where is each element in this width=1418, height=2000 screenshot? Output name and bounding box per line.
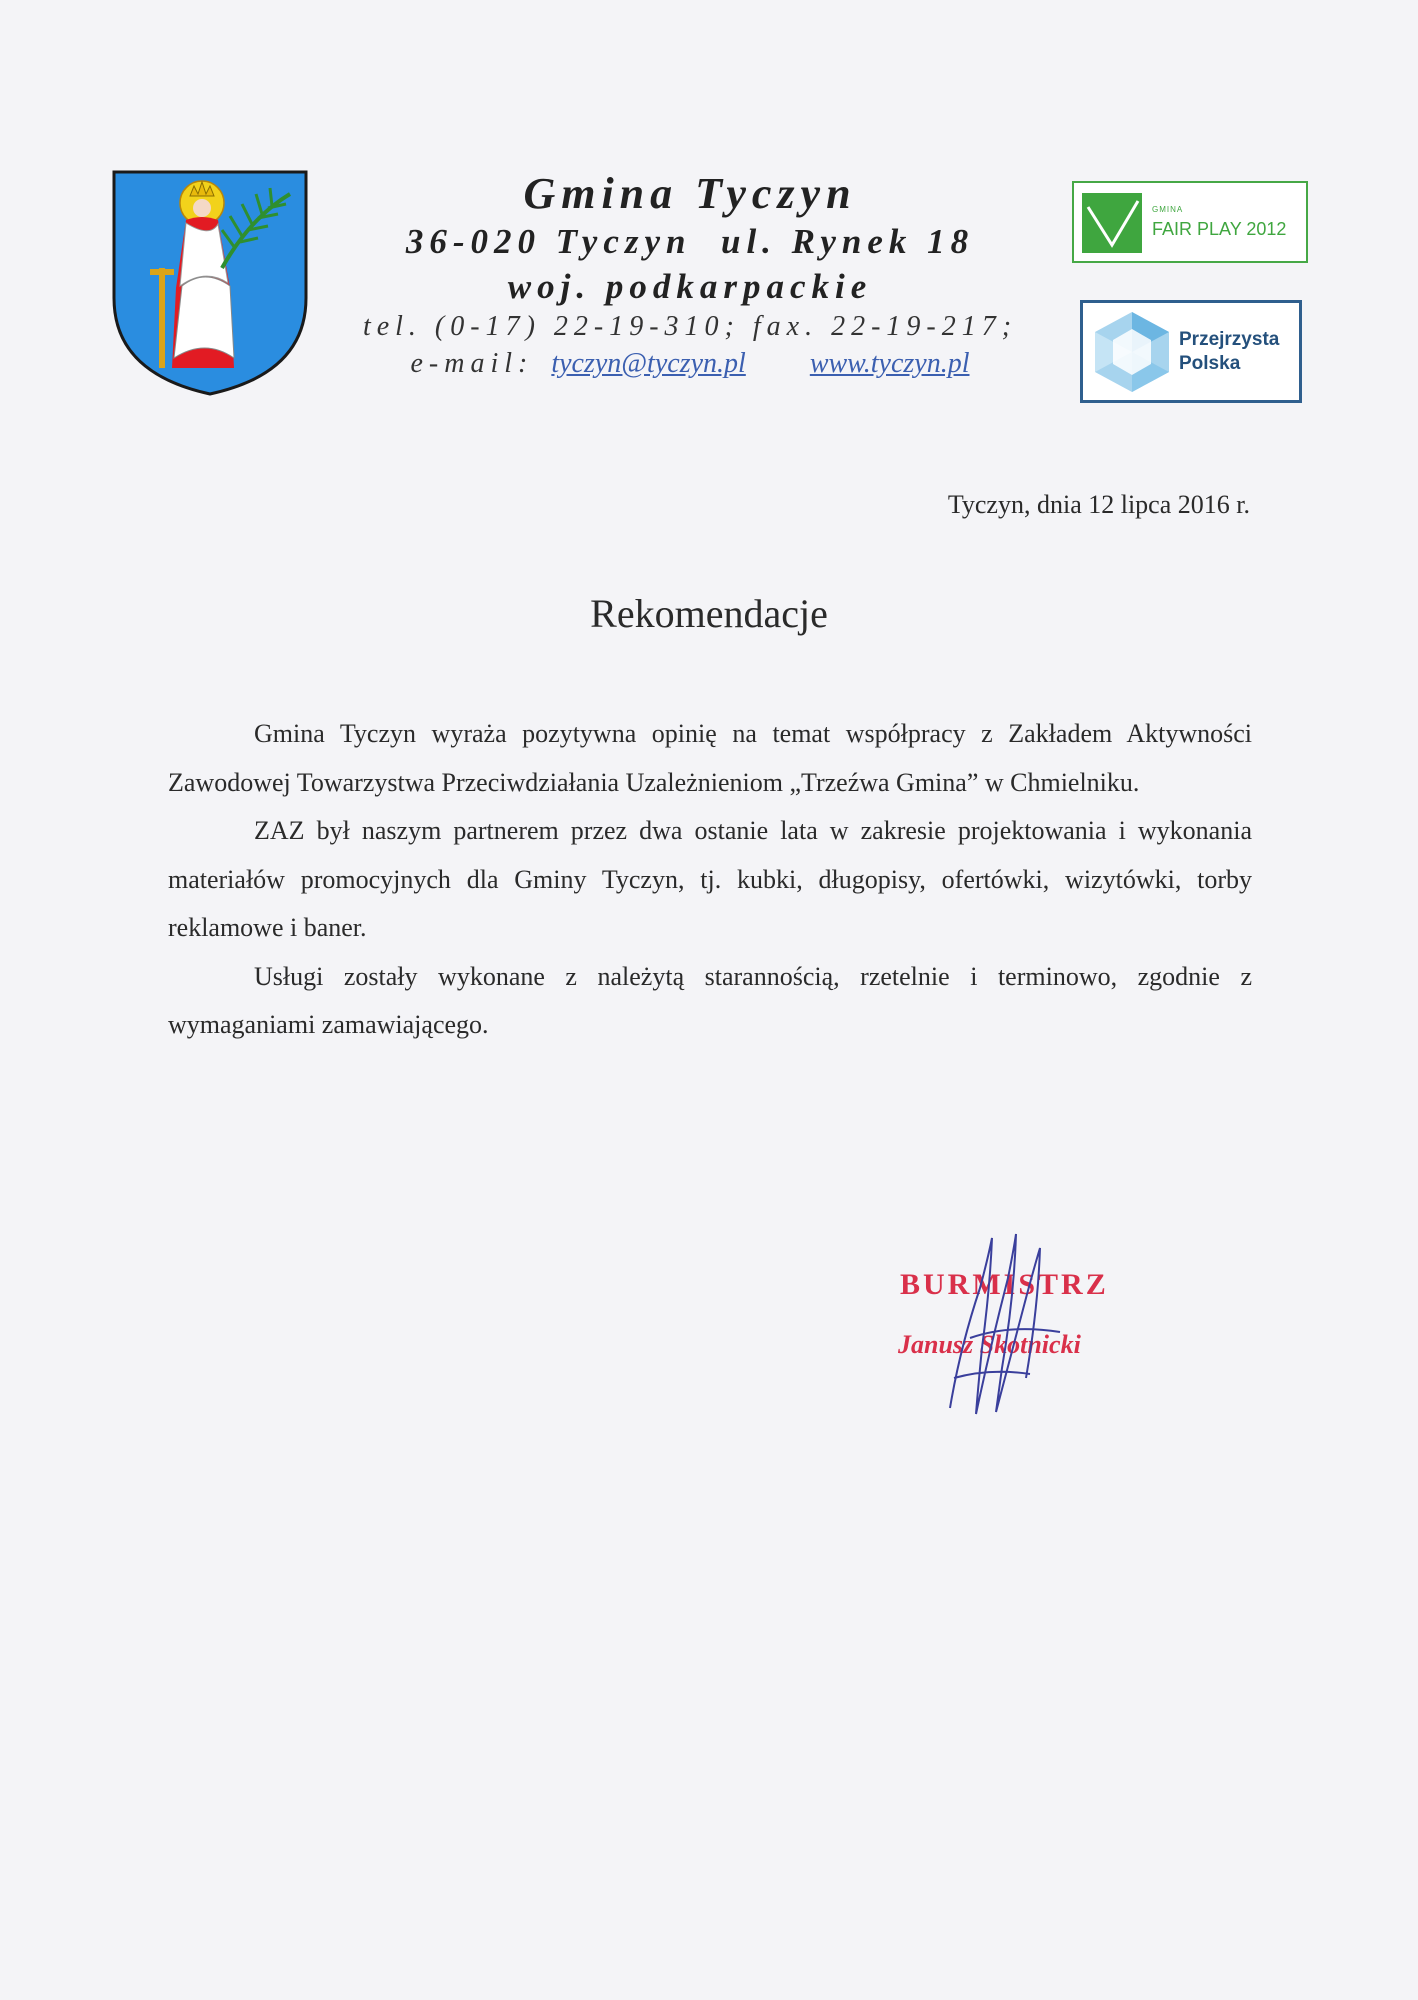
letterhead-region: woj. podkarpackie <box>507 267 873 306</box>
fair-play-badge <box>1072 181 1308 263</box>
email-link[interactable]: tyczyn@tyczyn.pl <box>551 348 746 379</box>
signature-icon <box>930 1228 1080 1418</box>
document-body <box>168 710 1252 1050</box>
przejrzysta-polska-badge <box>1080 300 1302 403</box>
polska-label: Polska <box>1179 353 1241 374</box>
body-paragraph: ZAZ był naszym partnerem przez dwa ostanie lata w zakresie projektowania i wykonania materiałów promocyjnych dla Gminy Tyczyn, tj. kubki, długopisy, ofertówki, wizytówki, torby reklamowe i baner. <box>168 816 1252 942</box>
hexagon-logo-icon <box>1089 309 1175 395</box>
checkmark-icon <box>1082 193 1142 253</box>
stamp-name: Janusz Skotnicki <box>898 1330 1081 1359</box>
coat-of-arms-icon <box>110 168 310 398</box>
przejrzysta-label: Przejrzysta <box>1179 329 1280 350</box>
stamp-title: BURMISTRZ <box>900 1268 1109 1301</box>
email-label: e-mail: <box>410 348 534 379</box>
letterhead-address: 36-020 Tyczyn ul. Rynek 18 <box>405 222 975 261</box>
letterhead-phone-fax: tel. (0-17) 22-19-310; fax. 22-19-217; <box>362 311 1018 342</box>
document-heading: Rekomendacje <box>590 591 828 636</box>
letterhead-contact <box>350 348 1030 380</box>
fair-play-small-label: GMINA <box>1152 205 1184 214</box>
body-paragraph: Gmina Tyczyn wyraża pozytywna opinię na temat współpracy z Zakładem Aktywności Zawodowej Towarzystwa Przeciwdziałania Uzależnieniom „Trzeźwa Gmina” w Chmielniku. <box>168 719 1252 797</box>
fair-play-label: FAIR PLAY 2012 <box>1152 219 1287 239</box>
letterhead-title: Gmina Tyczyn <box>523 169 857 218</box>
body-paragraph: Usługi zostały wykonane z należytą starannością, rzetelnie i terminowo, zgodnie z wymaganiami zamawiającego. <box>168 961 1252 1039</box>
document-date: Tyczyn, dnia 12 lipca 2016 r. <box>947 490 1250 519</box>
website-link[interactable]: www.tyczyn.pl <box>809 348 970 379</box>
